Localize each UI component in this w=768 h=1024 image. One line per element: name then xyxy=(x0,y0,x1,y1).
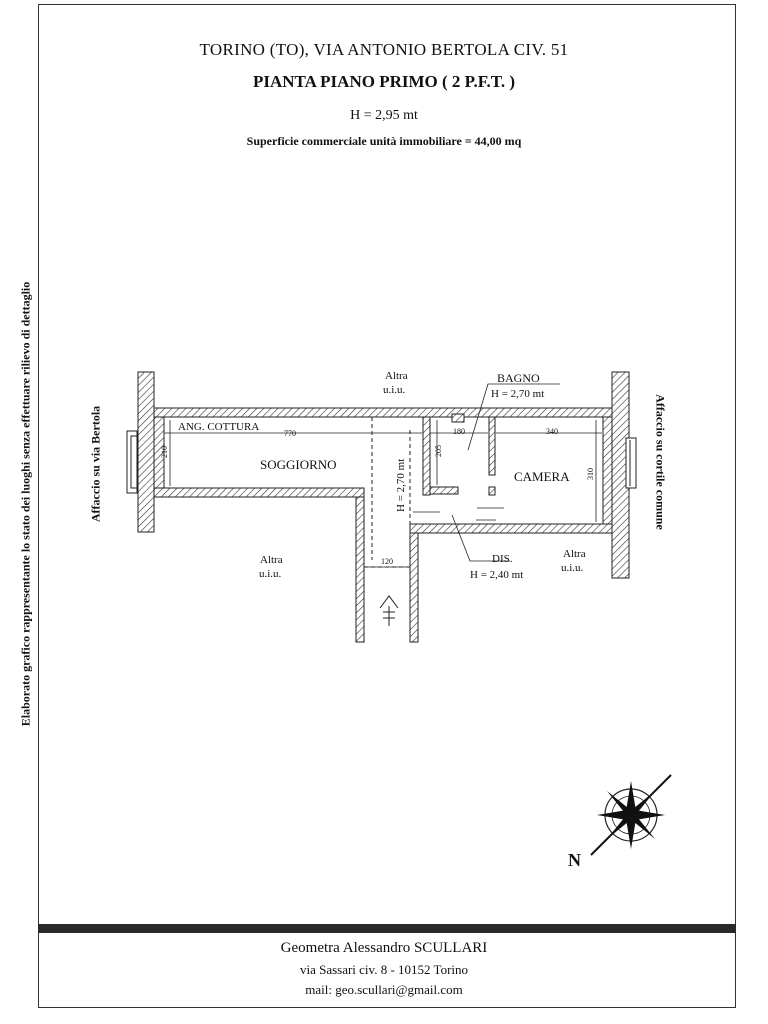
outer-walls xyxy=(154,408,612,642)
left-facade-label: Affaccio su via Bertola xyxy=(88,405,103,523)
right-facade-label: Affaccio su cortile comune xyxy=(653,394,668,530)
ceiling-height: H = 2,95 mt xyxy=(350,108,418,123)
north-label: N xyxy=(568,850,581,870)
other-unit-left-line2: u.i.u. xyxy=(259,568,282,580)
dim-210: 210 xyxy=(160,446,169,458)
room-kitchen: ANG. COTTURA xyxy=(178,421,260,433)
other-unit-right-line2: u.i.u. xyxy=(561,562,584,574)
dim-770: 770 xyxy=(284,429,296,438)
stair-arrow-icon xyxy=(380,596,398,626)
commercial-area: Superficie commerciale unità immobiliare = 44,00 mq xyxy=(246,134,522,148)
vertical-height: H = 2,70 mt xyxy=(395,458,407,512)
plan-subtitle: PIANTA PIANO PRIMO ( 2 P.F.T. ) xyxy=(252,72,516,91)
left-neighbor-wall xyxy=(138,372,154,532)
room-bedroom: CAMERA xyxy=(514,469,570,484)
other-unit-top-line1: Altra xyxy=(385,370,408,382)
dim-310: 310 xyxy=(586,468,595,480)
dim-340: 340 xyxy=(546,427,558,436)
bathroom-height: H = 2,70 mt xyxy=(491,388,545,400)
other-unit-right-line1: Altra xyxy=(563,548,586,560)
side-note: Elaborato grafico rappresentante lo stato dei luoghi senza effettuare rilievo di dettaglio xyxy=(18,281,33,727)
other-unit-top-line2: u.i.u. xyxy=(383,384,406,396)
dim-180: 180 xyxy=(453,427,465,436)
room-bathroom: BAGNO xyxy=(497,371,540,385)
right-window xyxy=(626,438,636,488)
compass-rose-icon xyxy=(591,775,671,855)
surveyor-name: Geometra Alessandro SCULLARI xyxy=(280,940,488,956)
dim-120: 120 xyxy=(381,557,393,566)
hall-height: H = 2,40 mt xyxy=(470,569,524,581)
room-hall: DIS. xyxy=(492,553,513,565)
surveyor-mail: mail: geo.scullari@gmail.com xyxy=(305,982,463,997)
page-title: TORINO (TO), VIA ANTONIO BERTOLA CIV. 51 xyxy=(199,40,569,59)
room-living: SOGGIORNO xyxy=(260,457,337,472)
other-unit-left-line1: Altra xyxy=(260,554,283,566)
dim-205: 205 xyxy=(434,445,443,457)
surveyor-address: via Sassari civ. 8 - 10152 Torino xyxy=(299,962,469,977)
footer-bar xyxy=(38,924,736,933)
left-window xyxy=(127,431,137,493)
